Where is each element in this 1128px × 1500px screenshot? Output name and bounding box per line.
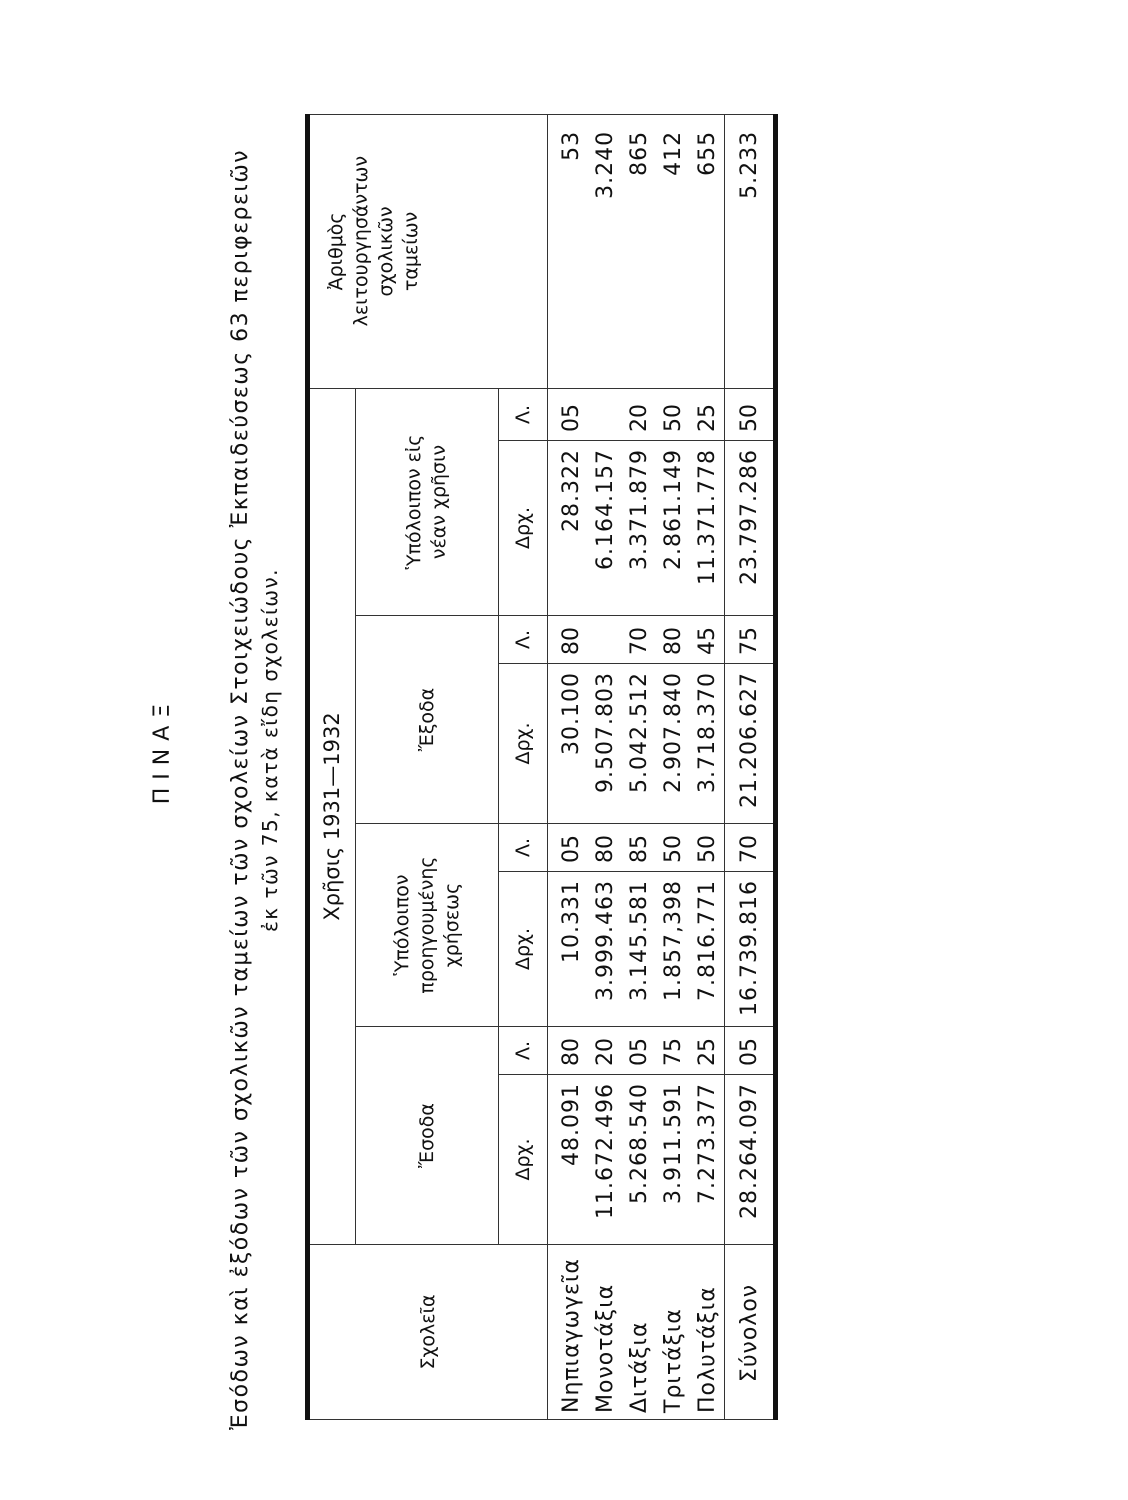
- unit-drachmas: Δρχ.: [499, 872, 548, 1027]
- prev-drachmas: 1.857,398: [656, 872, 690, 1027]
- unit-lepta: Λ.: [499, 1027, 548, 1075]
- expenses-lepta: 80: [656, 616, 690, 664]
- fund-count: 412: [656, 114, 690, 388]
- balance-lepta: 25: [690, 388, 725, 440]
- income-drachmas: 11.672.496: [588, 1075, 622, 1245]
- balance-drachmas: 11.371.778: [690, 441, 725, 616]
- finance-table: [305, 114, 778, 1420]
- income-drachmas: 5.268.540: [622, 1075, 656, 1245]
- unit-drachmas: Δρχ.: [499, 664, 548, 824]
- table-row: [656, 114, 690, 1419]
- subtitle-line-1: Ἐσόδων καὶ ἐξόδων τῶν σχολικῶν ταμείων τῶν σχολείων Στοιχειώδους Ἐκπαιδεύσεως 63 περιφερειῶν: [228, 148, 253, 1430]
- expenses-drachmas: 5.042.512: [622, 664, 656, 824]
- balance-lepta: 20: [622, 388, 656, 440]
- unit-lepta: Λ.: [499, 388, 548, 440]
- header-count: Ἀριθμὸς λειτουργησάντων σχολικῶν ταμείων: [308, 114, 548, 388]
- unit-drachmas: Δρχ.: [499, 441, 548, 616]
- total-income-lepta: 05: [725, 1027, 776, 1075]
- income-drachmas: 7.273.377: [690, 1075, 725, 1245]
- school-type: Πολυτάξια: [690, 1245, 725, 1420]
- expenses-drachmas: 2.907.840: [656, 664, 690, 824]
- total-balance-lepta: 50: [725, 388, 776, 440]
- school-type: Διτάξια: [622, 1245, 656, 1420]
- prev-lepta: 85: [622, 824, 656, 872]
- total-label: Σύνολον: [725, 1245, 776, 1420]
- unit-lepta: Λ.: [499, 824, 548, 872]
- balance-drachmas: 28.322: [548, 441, 589, 616]
- balance-drachmas: 2.861.149: [656, 441, 690, 616]
- expenses-drachmas: 3.718.370: [690, 664, 725, 824]
- expenses-lepta: 70: [622, 616, 656, 664]
- header-income: Ἔσοδα: [356, 1027, 499, 1245]
- prev-lepta: 50: [656, 824, 690, 872]
- school-type: Νηπιαγωγεῖα: [548, 1245, 589, 1420]
- total-expenses-drachmas: 21.206.627: [725, 664, 776, 824]
- fund-count: 655: [690, 114, 725, 388]
- income-lepta: 20: [588, 1027, 622, 1075]
- balance-lepta: [588, 388, 622, 440]
- prev-lepta: 80: [588, 824, 622, 872]
- prev-drachmas: 7.816.771: [690, 872, 725, 1027]
- income-lepta: 75: [656, 1027, 690, 1075]
- income-lepta: 05: [622, 1027, 656, 1075]
- expenses-lepta: 45: [690, 616, 725, 664]
- balance-lepta: 05: [548, 388, 589, 440]
- header-expenses: Ἔξοδα: [356, 616, 499, 824]
- prev-drachmas: 10.331: [548, 872, 589, 1027]
- prev-lepta: 50: [690, 824, 725, 872]
- income-lepta: 80: [548, 1027, 589, 1075]
- fund-count: 865: [622, 114, 656, 388]
- total-income-drachmas: 28.264.097: [725, 1075, 776, 1245]
- fund-count: 3.240: [588, 114, 622, 388]
- table-row: [622, 114, 656, 1419]
- balance-lepta: 50: [656, 388, 690, 440]
- total-row: [725, 114, 776, 1419]
- total-balance-drachmas: 23.797.286: [725, 441, 776, 616]
- table-row: [690, 114, 725, 1419]
- total-fund-count: 5.233: [725, 114, 776, 388]
- expenses-drachmas: 9.507.803: [588, 664, 622, 824]
- total-prev-lepta: 70: [725, 824, 776, 872]
- header-fiscal-year: Χρῆσις 1931—1932: [308, 388, 356, 1244]
- balance-drachmas: 3.371.879: [622, 441, 656, 616]
- unit-lepta: Λ.: [499, 616, 548, 664]
- balance-drachmas: 6.164.157: [588, 441, 622, 616]
- page-title: ΠΙΝΑΞ: [150, 695, 175, 805]
- total-expenses-lepta: 75: [725, 616, 776, 664]
- table-row: [588, 114, 622, 1419]
- income-lepta: 25: [690, 1027, 725, 1075]
- subtitle-line-2: ἐκ τῶν 75, κατὰ εἴδη σχολείων.: [258, 568, 282, 932]
- header-new-balance: Ὑπόλοιπον εἰς νέαν χρῆσιν: [356, 388, 499, 615]
- expenses-drachmas: 30.100: [548, 664, 589, 824]
- school-type: Μονοτάξια: [588, 1245, 622, 1420]
- expenses-lepta: [588, 616, 622, 664]
- prev-drachmas: 3.145.581: [622, 872, 656, 1027]
- fund-count: 53: [548, 114, 589, 388]
- income-drachmas: 48.091: [548, 1075, 589, 1245]
- header-schools: Σχολεῖα: [308, 1245, 548, 1420]
- prev-lepta: 05: [548, 824, 589, 872]
- school-type: Τριτάξια: [656, 1245, 690, 1420]
- prev-drachmas: 3.999.463: [588, 872, 622, 1027]
- table-row: [548, 114, 589, 1419]
- expenses-lepta: 80: [548, 616, 589, 664]
- unit-drachmas: Δρχ.: [499, 1075, 548, 1245]
- header-prev-balance: Ὑπόλοιπον προηγουμένης χρήσεως: [356, 824, 499, 1027]
- income-drachmas: 3.911.591: [656, 1075, 690, 1245]
- total-prev-drachmas: 16.739.816: [725, 872, 776, 1027]
